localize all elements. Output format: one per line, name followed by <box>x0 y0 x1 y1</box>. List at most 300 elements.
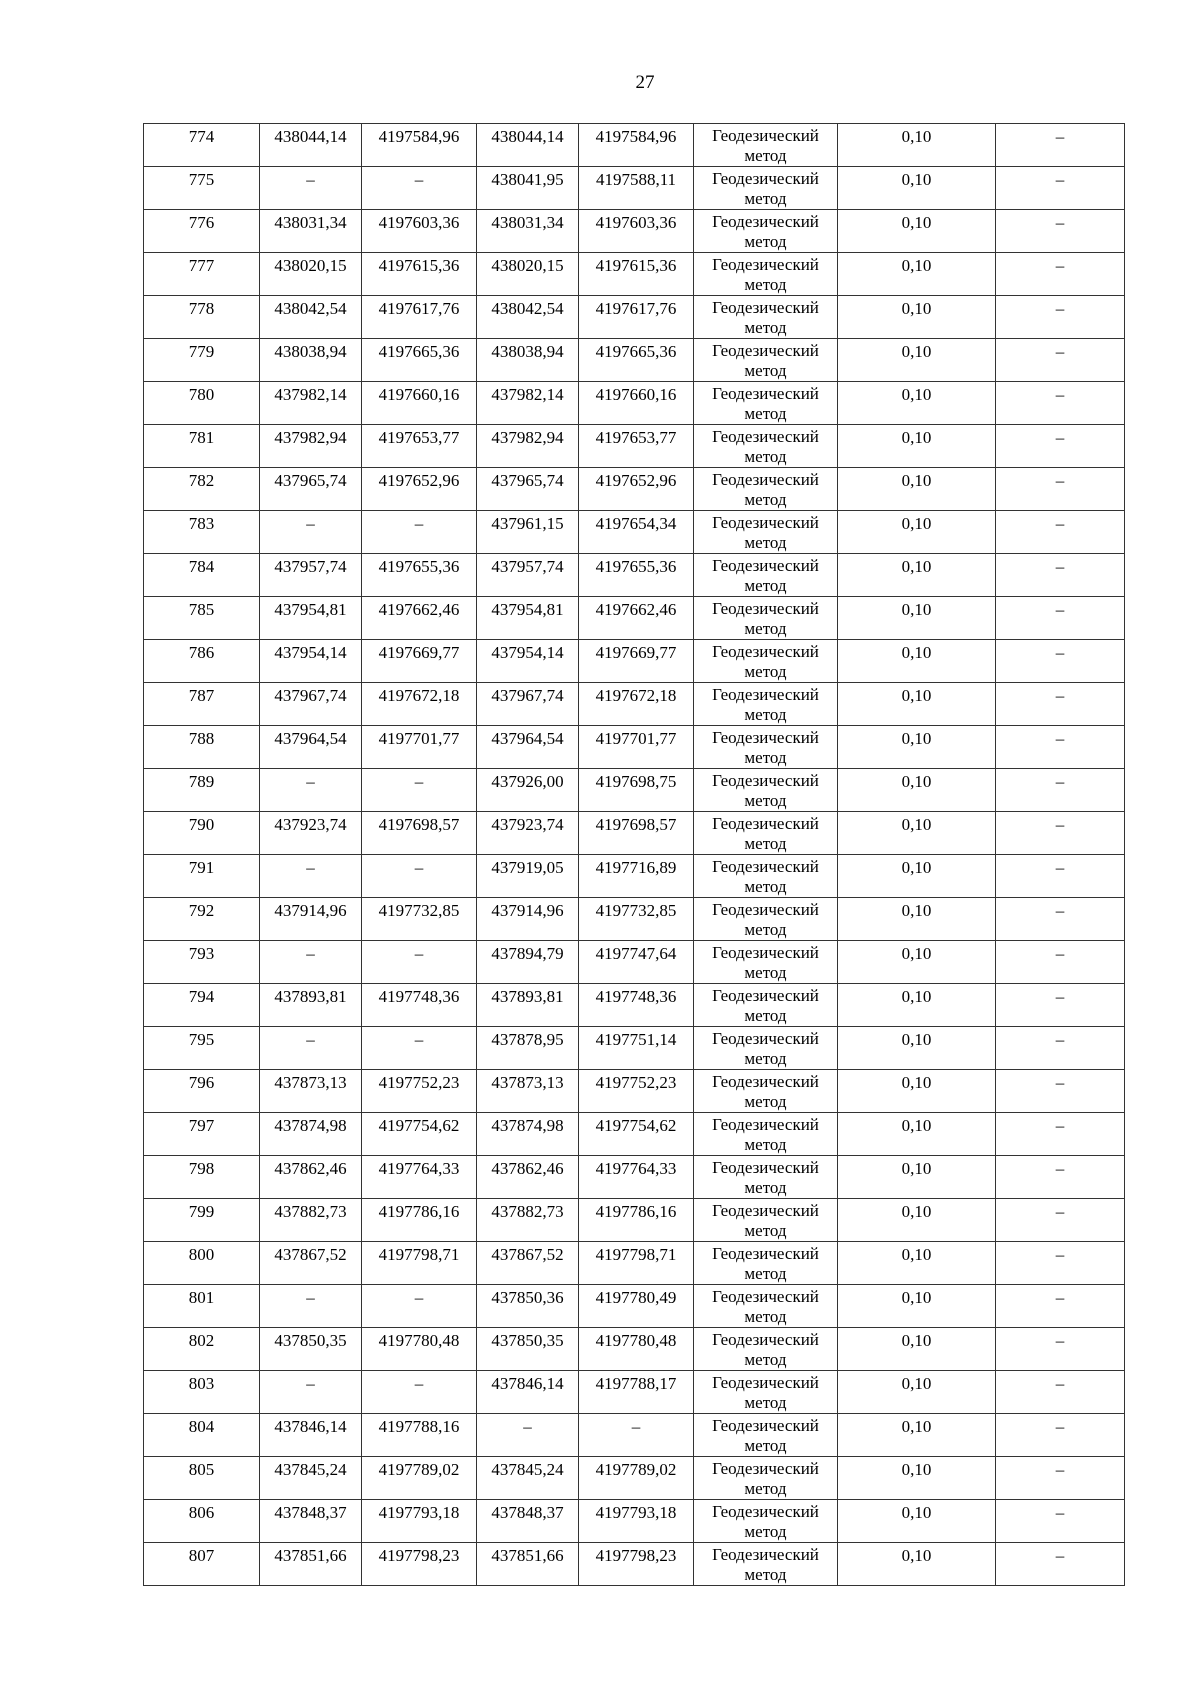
cell-accuracy <box>838 1285 996 1328</box>
cell-text: 0,10 <box>901 1460 932 1479</box>
cell-y-new <box>579 726 694 769</box>
cell-text: 802 <box>188 1331 215 1350</box>
cell-text: 437894,79 <box>491 944 564 963</box>
cell-text: – <box>1055 1073 1065 1092</box>
cell-text: 792 <box>188 901 215 920</box>
cell-x-old <box>260 1371 362 1414</box>
cell-y-new <box>579 468 694 511</box>
cell-text: 437850,35 <box>274 1331 347 1350</box>
cell-text: 0,10 <box>901 1417 932 1436</box>
cell-text: – <box>1055 127 1065 146</box>
cell-text: 0,10 <box>901 1503 932 1522</box>
cell-text: 774 <box>188 127 215 146</box>
cell-point-number <box>144 382 260 425</box>
cell-x-old <box>260 296 362 339</box>
table-row <box>144 511 1125 554</box>
cell-accuracy <box>838 726 996 769</box>
cell-text: 785 <box>188 600 215 619</box>
cell-text: Геодезический метод <box>712 212 819 251</box>
cell-method <box>694 1242 838 1285</box>
cell-text: 4197789,02 <box>595 1460 677 1479</box>
cell-text: – <box>1055 385 1065 404</box>
cell-x-old <box>260 640 362 683</box>
cell-text: Геодезический метод <box>712 1072 819 1111</box>
cell-method <box>694 1199 838 1242</box>
cell-text: 783 <box>188 514 215 533</box>
cell-text: 4197698,57 <box>378 815 460 834</box>
cell-text: 4197754,62 <box>595 1116 677 1135</box>
cell-x-old <box>260 253 362 296</box>
cell-text: Геодезический метод <box>712 1330 819 1369</box>
cell-note <box>996 1070 1125 1113</box>
cell-text: – <box>1055 815 1065 834</box>
cell-text: 437926,00 <box>491 772 564 791</box>
cell-accuracy <box>838 898 996 941</box>
cell-x-old <box>260 1242 362 1285</box>
cell-y-old <box>362 296 477 339</box>
cell-method <box>694 812 838 855</box>
cell-accuracy <box>838 1543 996 1586</box>
cell-method <box>694 167 838 210</box>
cell-text: Геодезический метод <box>712 427 819 466</box>
cell-text: 4197655,36 <box>378 557 460 576</box>
cell-method <box>694 210 838 253</box>
cell-point-number <box>144 812 260 855</box>
cell-text: 437954,81 <box>491 600 564 619</box>
cell-point-number <box>144 640 260 683</box>
cell-y-old <box>362 167 477 210</box>
table-row <box>144 855 1125 898</box>
cell-method <box>694 468 838 511</box>
cell-text: 0,10 <box>901 213 932 232</box>
table-row <box>144 640 1125 683</box>
cell-text: 797 <box>188 1116 215 1135</box>
cell-x-new <box>477 1414 579 1457</box>
cell-note <box>996 468 1125 511</box>
cell-text: 437850,36 <box>491 1288 564 1307</box>
cell-text: 0,10 <box>901 944 932 963</box>
cell-note <box>996 812 1125 855</box>
cell-text: 4197752,23 <box>595 1073 677 1092</box>
cell-x-old <box>260 1113 362 1156</box>
cell-text: – <box>1055 1460 1065 1479</box>
cell-x-old <box>260 1199 362 1242</box>
cell-note <box>996 124 1125 167</box>
cell-method <box>694 339 838 382</box>
cell-text: – <box>1055 1030 1065 1049</box>
cell-text: – <box>1055 514 1065 533</box>
cell-text: – <box>1055 299 1065 318</box>
cell-x-old <box>260 554 362 597</box>
cell-y-old <box>362 941 477 984</box>
cell-text: 437982,14 <box>491 385 564 404</box>
cell-text: – <box>1055 1503 1065 1522</box>
cell-x-old <box>260 167 362 210</box>
cell-point-number <box>144 468 260 511</box>
cell-text: 437919,05 <box>491 858 564 877</box>
cell-text: 4197764,33 <box>378 1159 460 1178</box>
cell-x-new <box>477 339 579 382</box>
cell-x-old <box>260 812 362 855</box>
cell-text: 0,10 <box>901 256 932 275</box>
cell-point-number <box>144 253 260 296</box>
cell-note <box>996 1414 1125 1457</box>
cell-text: 4197660,16 <box>378 385 460 404</box>
cell-text: – <box>306 944 315 963</box>
cell-point-number <box>144 1156 260 1199</box>
cell-text: 4197654,34 <box>595 514 677 533</box>
table-body <box>144 124 1125 1586</box>
table-row <box>144 984 1125 1027</box>
cell-accuracy <box>838 1328 996 1371</box>
cell-text: 798 <box>188 1159 215 1178</box>
cell-x-old <box>260 425 362 468</box>
cell-method <box>694 1328 838 1371</box>
cell-text: Геодезический метод <box>712 599 819 638</box>
cell-x-new <box>477 769 579 812</box>
cell-accuracy <box>838 1156 996 1199</box>
cell-text: 4197603,36 <box>595 213 677 232</box>
cell-method <box>694 1457 838 1500</box>
cell-text: 4197748,36 <box>595 987 677 1006</box>
cell-text: 437923,74 <box>491 815 564 834</box>
cell-x-new <box>477 1070 579 1113</box>
cell-x-new <box>477 1199 579 1242</box>
cell-method <box>694 554 838 597</box>
cell-text: 437846,14 <box>274 1417 347 1436</box>
cell-text: Геодезический метод <box>712 255 819 294</box>
cell-text: 437862,46 <box>491 1159 564 1178</box>
cell-accuracy <box>838 984 996 1027</box>
cell-text: – <box>306 1030 315 1049</box>
cell-x-old <box>260 769 362 812</box>
cell-note <box>996 1371 1125 1414</box>
cell-text: 0,10 <box>901 428 932 447</box>
cell-x-new <box>477 554 579 597</box>
cell-text: 0,10 <box>901 987 932 1006</box>
cell-x-new <box>477 1156 579 1199</box>
cell-method <box>694 296 838 339</box>
cell-text: – <box>306 772 315 791</box>
table-row <box>144 554 1125 597</box>
cell-text: 4197698,75 <box>595 772 677 791</box>
cell-point-number <box>144 898 260 941</box>
cell-y-old <box>362 425 477 468</box>
table-row <box>144 425 1125 468</box>
cell-y-old <box>362 1414 477 1457</box>
cell-y-new <box>579 855 694 898</box>
cell-text: 0,10 <box>901 299 932 318</box>
cell-text: – <box>414 1288 424 1307</box>
cell-y-new <box>579 1328 694 1371</box>
cell-text: Геодезический метод <box>712 1158 819 1197</box>
cell-y-new <box>579 554 694 597</box>
cell-note <box>996 253 1125 296</box>
cell-text: Геодезический метод <box>712 685 819 724</box>
cell-point-number <box>144 1285 260 1328</box>
cell-x-new <box>477 253 579 296</box>
cell-text: – <box>1055 901 1065 920</box>
cell-text: – <box>1055 557 1065 576</box>
cell-point-number <box>144 296 260 339</box>
cell-accuracy <box>838 1500 996 1543</box>
cell-method <box>694 898 838 941</box>
cell-x-old <box>260 855 362 898</box>
cell-text: 4197780,49 <box>595 1288 677 1307</box>
cell-method <box>694 511 838 554</box>
cell-method <box>694 726 838 769</box>
cell-text: 790 <box>188 815 215 834</box>
cell-y-old <box>362 1070 477 1113</box>
table-row <box>144 1500 1125 1543</box>
cell-y-new <box>579 812 694 855</box>
table-row <box>144 1242 1125 1285</box>
cell-text: Геодезический метод <box>712 1201 819 1240</box>
cell-x-new <box>477 726 579 769</box>
cell-text: 437845,24 <box>491 1460 564 1479</box>
table-row <box>144 769 1125 812</box>
cell-point-number <box>144 1199 260 1242</box>
cell-text: 437893,81 <box>491 987 564 1006</box>
cell-note <box>996 769 1125 812</box>
cell-y-old <box>362 511 477 554</box>
cell-y-new <box>579 1414 694 1457</box>
cell-text: 438031,34 <box>491 213 564 232</box>
cell-text: 437982,94 <box>491 428 564 447</box>
cell-text: – <box>1055 987 1065 1006</box>
cell-text: Геодезический метод <box>712 1115 819 1154</box>
cell-note <box>996 1543 1125 1586</box>
cell-text: – <box>306 170 315 189</box>
cell-x-old <box>260 1027 362 1070</box>
cell-x-new <box>477 1500 579 1543</box>
table-row <box>144 1199 1125 1242</box>
cell-text: – <box>1055 858 1065 877</box>
coordinates-table <box>143 123 1125 1586</box>
cell-accuracy <box>838 1199 996 1242</box>
cell-text: 805 <box>188 1460 215 1479</box>
cell-text: 4197669,77 <box>378 643 460 662</box>
cell-text: – <box>1055 1546 1065 1565</box>
cell-x-old <box>260 984 362 1027</box>
cell-note <box>996 339 1125 382</box>
cell-note <box>996 511 1125 554</box>
cell-text: – <box>1055 428 1065 447</box>
cell-point-number <box>144 769 260 812</box>
cell-point-number <box>144 339 260 382</box>
cell-y-new <box>579 1500 694 1543</box>
cell-accuracy <box>838 941 996 984</box>
cell-text: – <box>1055 213 1065 232</box>
cell-text: Геодезический метод <box>712 857 819 896</box>
cell-x-new <box>477 1328 579 1371</box>
cell-text: – <box>1055 643 1065 662</box>
cell-text: 4197754,62 <box>378 1116 460 1135</box>
cell-x-new <box>477 1543 579 1586</box>
cell-text: 0,10 <box>901 557 932 576</box>
cell-x-old <box>260 941 362 984</box>
table-row <box>144 124 1125 167</box>
cell-text: – <box>414 772 424 791</box>
cell-x-new <box>477 1242 579 1285</box>
cell-text: – <box>1055 1202 1065 1221</box>
cell-text: Геодезический метод <box>712 814 819 853</box>
cell-x-old <box>260 683 362 726</box>
cell-text: 4197786,16 <box>378 1202 460 1221</box>
cell-note <box>996 855 1125 898</box>
cell-text: Геодезический метод <box>712 943 819 982</box>
cell-accuracy <box>838 468 996 511</box>
cell-text: 437964,54 <box>274 729 347 748</box>
cell-text: 437848,37 <box>491 1503 564 1522</box>
cell-note <box>996 1457 1125 1500</box>
cell-text: Геодезический метод <box>712 771 819 810</box>
cell-accuracy <box>838 253 996 296</box>
cell-text: Геодезический метод <box>712 642 819 681</box>
cell-text: Геодезический метод <box>712 1373 819 1412</box>
cell-accuracy <box>838 1371 996 1414</box>
cell-text: 800 <box>188 1245 215 1264</box>
cell-text: 437845,24 <box>274 1460 347 1479</box>
cell-y-new <box>579 124 694 167</box>
cell-text: 4197652,96 <box>378 471 460 490</box>
cell-text: 437867,52 <box>274 1245 347 1264</box>
cell-text: Геодезический метод <box>712 169 819 208</box>
table-row <box>144 1285 1125 1328</box>
cell-text: – <box>306 858 315 877</box>
cell-text: 437882,73 <box>274 1202 347 1221</box>
table-row <box>144 1113 1125 1156</box>
cell-text: 437874,98 <box>491 1116 564 1135</box>
cell-text: 0,10 <box>901 342 932 361</box>
cell-accuracy <box>838 124 996 167</box>
cell-text: 4197617,76 <box>595 299 677 318</box>
cell-text: 4197798,71 <box>378 1245 460 1264</box>
cell-y-old <box>362 210 477 253</box>
cell-note <box>996 1328 1125 1371</box>
cell-text: 4197788,16 <box>378 1417 460 1436</box>
cell-text: – <box>414 514 424 533</box>
cell-x-old <box>260 210 362 253</box>
table-row <box>144 253 1125 296</box>
cell-y-new <box>579 210 694 253</box>
cell-text: 795 <box>188 1030 215 1049</box>
cell-text: – <box>414 858 424 877</box>
cell-text: 777 <box>188 256 215 275</box>
cell-y-new <box>579 1242 694 1285</box>
cell-text: – <box>1055 170 1065 189</box>
table-row <box>144 1156 1125 1199</box>
cell-point-number <box>144 1371 260 1414</box>
cell-x-old <box>260 1285 362 1328</box>
cell-text: 4197798,23 <box>378 1546 460 1565</box>
cell-note <box>996 167 1125 210</box>
cell-text: 437862,46 <box>274 1159 347 1178</box>
cell-point-number <box>144 1457 260 1500</box>
cell-text: 4197701,77 <box>378 729 460 748</box>
cell-y-old <box>362 382 477 425</box>
cell-text: Геодезический метод <box>712 1545 819 1584</box>
cell-text: 437846,14 <box>491 1374 564 1393</box>
cell-method <box>694 855 838 898</box>
cell-text: 4197665,36 <box>595 342 677 361</box>
cell-x-old <box>260 597 362 640</box>
table-row <box>144 210 1125 253</box>
cell-text: 0,10 <box>901 1116 932 1135</box>
cell-text: 793 <box>188 944 215 963</box>
cell-text: 437954,14 <box>491 643 564 662</box>
cell-x-new <box>477 1371 579 1414</box>
cell-y-new <box>579 1457 694 1500</box>
cell-text: 803 <box>188 1374 215 1393</box>
cell-text: – <box>1055 1159 1065 1178</box>
cell-text: 781 <box>188 428 215 447</box>
cell-text: 437965,74 <box>274 471 347 490</box>
cell-text: 791 <box>188 858 215 877</box>
cell-text: 437964,54 <box>491 729 564 748</box>
cell-y-new <box>579 296 694 339</box>
cell-text: – <box>1055 686 1065 705</box>
cell-y-old <box>362 124 477 167</box>
cell-text: 4197652,96 <box>595 471 677 490</box>
cell-text: 776 <box>188 213 215 232</box>
cell-text: 779 <box>188 342 215 361</box>
cell-text: 789 <box>188 772 215 791</box>
cell-y-new <box>579 1199 694 1242</box>
cell-text: – <box>306 1288 315 1307</box>
cell-method <box>694 425 838 468</box>
cell-text: 4197669,77 <box>595 643 677 662</box>
cell-method <box>694 1156 838 1199</box>
cell-text: Геодезический метод <box>712 728 819 767</box>
cell-y-new <box>579 984 694 1027</box>
cell-text: 4197662,46 <box>595 600 677 619</box>
cell-point-number <box>144 554 260 597</box>
cell-accuracy <box>838 769 996 812</box>
cell-note <box>996 1242 1125 1285</box>
table-row <box>144 296 1125 339</box>
cell-text: 4197786,16 <box>595 1202 677 1221</box>
cell-y-old <box>362 1027 477 1070</box>
cell-text: 4197732,85 <box>595 901 677 920</box>
cell-method <box>694 769 838 812</box>
cell-text: 4197798,23 <box>595 1546 677 1565</box>
cell-text: 0,10 <box>901 686 932 705</box>
cell-x-old <box>260 1457 362 1500</box>
table-row <box>144 1371 1125 1414</box>
cell-note <box>996 726 1125 769</box>
cell-x-old <box>260 339 362 382</box>
cell-text: Геодезический метод <box>712 470 819 509</box>
cell-y-old <box>362 898 477 941</box>
cell-note <box>996 597 1125 640</box>
cell-x-new <box>477 812 579 855</box>
cell-point-number <box>144 1027 260 1070</box>
cell-text: 4197672,18 <box>595 686 677 705</box>
cell-text: 437873,13 <box>491 1073 564 1092</box>
cell-text: – <box>1055 1417 1065 1436</box>
cell-text: 796 <box>188 1073 215 1092</box>
cell-x-new <box>477 1113 579 1156</box>
table-row <box>144 597 1125 640</box>
cell-x-old <box>260 468 362 511</box>
cell-text: 4197662,46 <box>378 600 460 619</box>
cell-text: 0,10 <box>901 1202 932 1221</box>
cell-text: – <box>414 170 424 189</box>
cell-text: 807 <box>188 1546 215 1565</box>
table-row <box>144 941 1125 984</box>
cell-text: 437954,14 <box>274 643 347 662</box>
